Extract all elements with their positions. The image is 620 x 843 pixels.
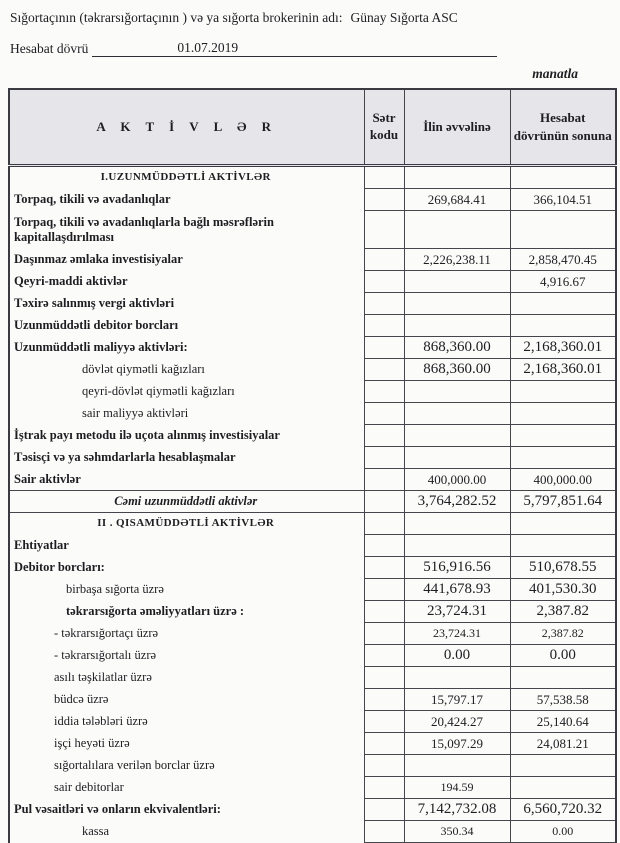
value-start-of-year: 269,684.41: [404, 189, 510, 211]
assets-table-header: [9, 89, 616, 166]
value-start-of-year: 3,764,282.52: [404, 491, 510, 513]
table-row: [9, 601, 616, 623]
row-line-code: [364, 733, 404, 755]
row-label: Ehtiyatlar: [9, 535, 364, 557]
row-line-code: [364, 579, 404, 601]
company-name: Günay Sığorta ASC: [350, 10, 458, 25]
row-line-code: [364, 535, 404, 557]
value-end-of-period: 2,168,360.01: [510, 337, 616, 359]
table-row: [9, 315, 616, 337]
value-end-of-period: 25,140.64: [510, 711, 616, 733]
row-line-code: [364, 513, 404, 535]
header-row: [9, 89, 616, 166]
table-row: [9, 777, 616, 799]
row-line-code: [364, 189, 404, 211]
row-label: birbaşa sığorta üzrə: [9, 579, 364, 601]
table-row: [9, 425, 616, 447]
value-end-of-period: 2,387.82: [510, 601, 616, 623]
value-start-of-year: [404, 403, 510, 425]
value-end-of-period: [510, 166, 616, 189]
row-label: asılı təşkilatlar üzrə: [9, 667, 364, 689]
row-line-code: [364, 645, 404, 667]
row-label: təkrarsığorta əməliyyatları üzrə :: [9, 601, 364, 623]
value-start-of-year: [404, 447, 510, 469]
blank-underline: [241, 42, 497, 57]
table-row: [9, 623, 616, 645]
value-start-of-year: 441,678.93: [404, 579, 510, 601]
value-end-of-period: 24,081.21: [510, 733, 616, 755]
row-label: kassa: [9, 821, 364, 843]
value-end-of-period: 4,916.67: [510, 271, 616, 293]
value-start-of-year: 0.00: [404, 645, 510, 667]
header-start-of-year: İlin əvvəlinə: [404, 89, 510, 166]
document-header: [0, 0, 620, 82]
row-line-code: [364, 623, 404, 645]
row-label: İştrak payı metodu ilə uçota alınmış investisiyalar: [9, 425, 364, 447]
row-line-code: [364, 293, 404, 315]
table-row: [9, 645, 616, 667]
value-end-of-period: 2,387.82: [510, 623, 616, 645]
value-start-of-year: [404, 425, 510, 447]
value-start-of-year: 15,797.17: [404, 689, 510, 711]
assets-table: [8, 88, 617, 843]
row-line-code: [364, 777, 404, 799]
table-row: [9, 469, 616, 491]
row-label: dövlət qiymətli kağızları: [9, 359, 364, 381]
row-label: büdcə üzrə: [9, 689, 364, 711]
value-start-of-year: [404, 166, 510, 189]
header-line-code: Sətr kodu: [364, 89, 404, 166]
row-line-code: [364, 315, 404, 337]
value-end-of-period: 400,000.00: [510, 469, 616, 491]
value-start-of-year: [404, 755, 510, 777]
row-label: iddia tələbləri üzrə: [9, 711, 364, 733]
insurer-name-line: [10, 10, 606, 26]
row-label: Uzunmüddətli maliyyə aktivləri:: [9, 337, 364, 359]
value-start-of-year: [404, 211, 510, 249]
value-end-of-period: [510, 777, 616, 799]
row-line-code: [364, 271, 404, 293]
value-end-of-period: [510, 513, 616, 535]
row-label: Təxirə salınmış vergi aktivləri: [9, 293, 364, 315]
value-end-of-period: [510, 667, 616, 689]
value-start-of-year: 400,000.00: [404, 469, 510, 491]
table-row: [9, 189, 616, 211]
table-row: [9, 821, 616, 843]
row-label: Torpaq, tikili və avadanlıqlarla bağlı məsrəflərin kapitallaşdırılması: [9, 211, 364, 249]
value-start-of-year: 23,724.31: [404, 601, 510, 623]
value-end-of-period: 2,858,470.45: [510, 249, 616, 271]
value-end-of-period: [510, 535, 616, 557]
table-row: [9, 403, 616, 425]
value-start-of-year: [404, 293, 510, 315]
table-row: [9, 293, 616, 315]
row-label: II . QISAMÜDDƏTLİ AKTİVLƏR: [9, 513, 364, 535]
row-label: sair debitorlar: [9, 777, 364, 799]
table-row: [9, 579, 616, 601]
row-label: I.UZUNMÜDDƏTLİ AKTİVLƏR: [9, 166, 364, 189]
value-start-of-year: 7,142,732.08: [404, 799, 510, 821]
header-assets: A K T İ V L Ə R: [9, 89, 364, 166]
table-row: [9, 381, 616, 403]
value-end-of-period: [510, 381, 616, 403]
row-label: Torpaq, tikili və avadanlıqlar: [9, 189, 364, 211]
value-start-of-year: 2,226,238.11: [404, 249, 510, 271]
table-row: [9, 535, 616, 557]
table-row: [9, 667, 616, 689]
row-line-code: [364, 469, 404, 491]
row-label: Təsisçi və ya səhmdarlarla hesablaşmalar: [9, 447, 364, 469]
row-line-code: [364, 711, 404, 733]
row-label: sığortalılara verilən borclar üzrə: [9, 755, 364, 777]
period-value: 01.07.2019: [174, 40, 241, 57]
value-end-of-period: [510, 211, 616, 249]
row-label: Qeyri-maddi aktivlər: [9, 271, 364, 293]
row-label: Sair aktivlər: [9, 469, 364, 491]
value-end-of-period: 6,560,720.32: [510, 799, 616, 821]
value-end-of-period: [510, 755, 616, 777]
table-row: [9, 249, 616, 271]
table-row: [9, 557, 616, 579]
row-label: qeyri-dövlət qiymətli kağızları: [9, 381, 364, 403]
value-start-of-year: 868,360.00: [404, 359, 510, 381]
row-label: - təkrarsığortaçı üzrə: [9, 623, 364, 645]
table-row: [9, 211, 616, 249]
value-start-of-year: [404, 315, 510, 337]
value-end-of-period: 2,168,360.01: [510, 359, 616, 381]
value-end-of-period: 366,104.51: [510, 189, 616, 211]
row-label: Uzunmüddətli debitor borcları: [9, 315, 364, 337]
row-line-code: [364, 557, 404, 579]
value-end-of-period: [510, 403, 616, 425]
table-row: [9, 689, 616, 711]
value-start-of-year: 350.34: [404, 821, 510, 843]
value-start-of-year: [404, 271, 510, 293]
value-start-of-year: 15,097.29: [404, 733, 510, 755]
row-line-code: [364, 755, 404, 777]
value-start-of-year: 20,424.27: [404, 711, 510, 733]
row-line-code: [364, 689, 404, 711]
currency-note: manatla: [532, 66, 578, 81]
value-end-of-period: 57,538.58: [510, 689, 616, 711]
value-start-of-year: 516,916.56: [404, 557, 510, 579]
row-line-code: [364, 166, 404, 189]
row-line-code: [364, 601, 404, 623]
row-label: Debitor borcları:: [9, 557, 364, 579]
row-line-code: [364, 425, 404, 447]
blank-underline: [92, 42, 174, 57]
value-start-of-year: [404, 513, 510, 535]
table-row: [9, 359, 616, 381]
table-row: [9, 799, 616, 821]
row-line-code: [364, 249, 404, 271]
row-line-code: [364, 447, 404, 469]
table-row: [9, 166, 616, 189]
value-end-of-period: 510,678.55: [510, 557, 616, 579]
value-end-of-period: [510, 447, 616, 469]
insurer-label: Sığortaçının (təkrarsığortaçının ) və ya sığorta brokerinin adı:: [10, 10, 343, 25]
row-label: - təkrarsığortalı üzrə: [9, 645, 364, 667]
value-end-of-period: [510, 315, 616, 337]
row-line-code: [364, 491, 404, 513]
row-line-code: [364, 403, 404, 425]
row-line-code: [364, 359, 404, 381]
table-row: [9, 711, 616, 733]
row-label: Pul vəsaitləri və onların ekvivalentləri:: [9, 799, 364, 821]
row-line-code: [364, 211, 404, 249]
value-end-of-period: 401,530.30: [510, 579, 616, 601]
assets-table-body: [9, 166, 616, 843]
value-start-of-year: [404, 381, 510, 403]
table-row: [9, 491, 616, 513]
value-start-of-year: [404, 535, 510, 557]
row-label: işçi heyəti üzrə: [9, 733, 364, 755]
value-end-of-period: 0.00: [510, 645, 616, 667]
value-start-of-year: 868,360.00: [404, 337, 510, 359]
table-row: [9, 337, 616, 359]
table-row: [9, 447, 616, 469]
row-label: Cəmi uzunmüddətli aktivlər: [9, 491, 364, 513]
table-row: [9, 513, 616, 535]
row-line-code: [364, 821, 404, 843]
value-start-of-year: 194.59: [404, 777, 510, 799]
period-label: Hesabat dövrü: [10, 41, 89, 56]
row-label: sair maliyyə aktivləri: [9, 403, 364, 425]
row-label: Daşınmaz əmlaka investisiyalar: [9, 249, 364, 271]
row-line-code: [364, 667, 404, 689]
header-end-of-period: Hesabat dövrünün sonuna: [510, 89, 616, 166]
value-start-of-year: 23,724.31: [404, 623, 510, 645]
value-end-of-period: [510, 425, 616, 447]
report-period-line: [10, 40, 606, 57]
row-line-code: [364, 381, 404, 403]
value-start-of-year: [404, 667, 510, 689]
table-row: [9, 755, 616, 777]
value-end-of-period: [510, 293, 616, 315]
row-line-code: [364, 799, 404, 821]
table-row: [9, 271, 616, 293]
value-end-of-period: 5,797,851.64: [510, 491, 616, 513]
value-end-of-period: 0.00: [510, 821, 616, 843]
row-line-code: [364, 337, 404, 359]
table-row: [9, 733, 616, 755]
